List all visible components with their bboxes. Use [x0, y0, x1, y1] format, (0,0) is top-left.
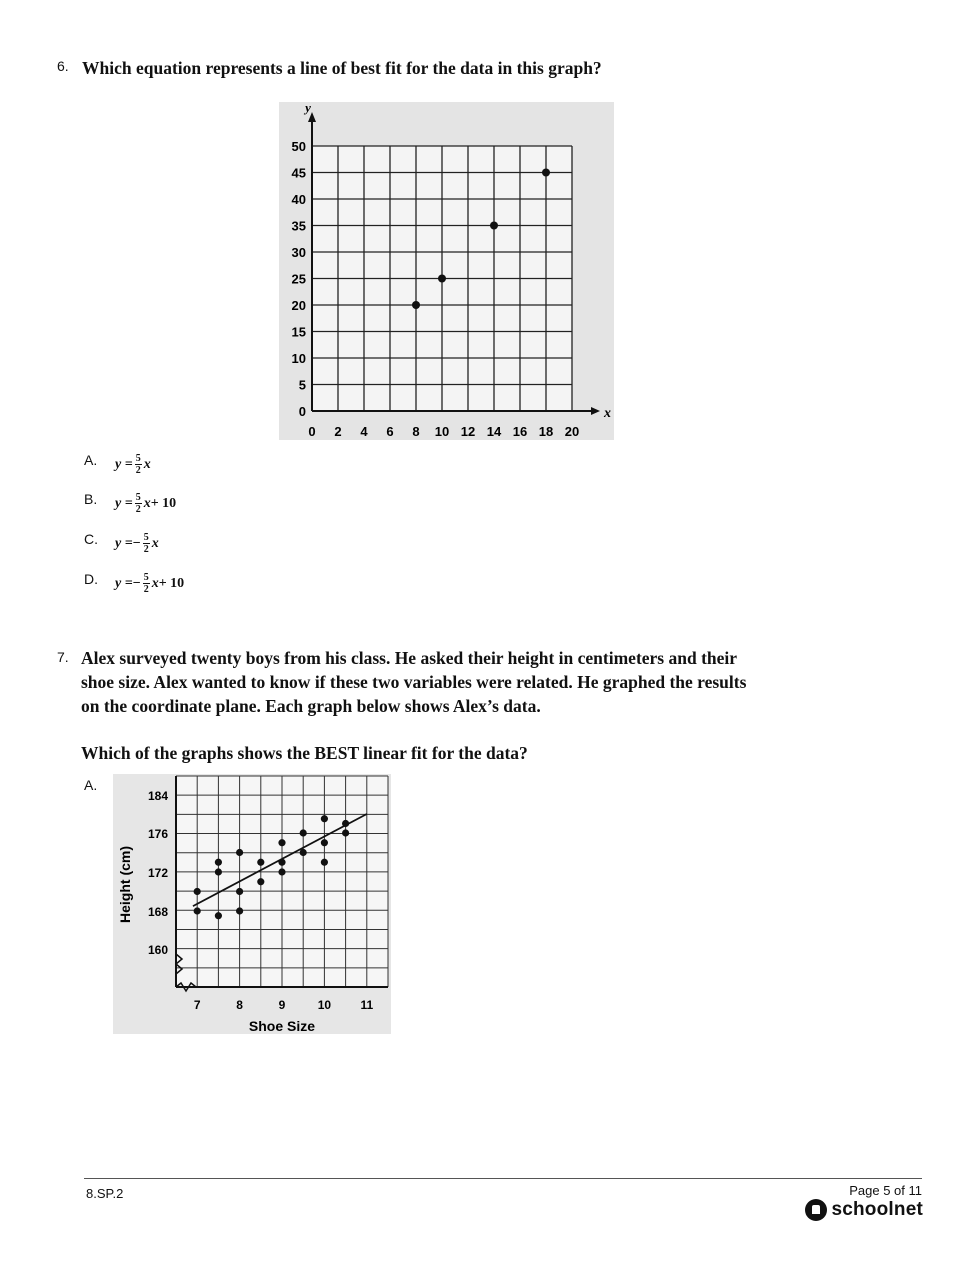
eq-lhs: y =	[115, 456, 133, 472]
q6-option-d-letter: D.	[84, 571, 98, 587]
schoolnet-logo	[805, 1199, 923, 1221]
y-tick-label: 5	[298, 377, 306, 393]
x-tick-label: 8	[412, 424, 420, 439]
x-tick-label: 18	[538, 424, 554, 439]
question-7-prompt: Which of the graphs shows the BEST linear fit for the data?	[81, 743, 528, 763]
footer-divider	[84, 1178, 922, 1179]
x-axis-label: Shoe Size	[248, 1018, 316, 1034]
data-point	[490, 222, 498, 230]
y-tick-label: 30	[291, 245, 306, 260]
eq-sign: −	[132, 535, 141, 551]
data-point	[257, 859, 264, 866]
x-tick-label: 6	[386, 424, 394, 439]
data-point	[321, 839, 328, 846]
x-tick-label: 12	[460, 424, 476, 439]
question-7-number: 7.	[57, 649, 69, 665]
data-point	[236, 849, 243, 856]
y-tick-label: 50	[291, 139, 306, 154]
x-tick-label: 8	[236, 998, 243, 1012]
y-tick-label: 15	[291, 324, 306, 340]
question-6-text: Which equation represents a line of best fit for the data in this graph?	[82, 58, 602, 78]
q6-option-c-equation[interactable]	[115, 532, 159, 555]
q6-option-b-equation[interactable]	[115, 492, 176, 515]
data-point	[438, 275, 446, 283]
y-tick-label: 0	[298, 404, 306, 419]
eq-lhs: y =	[115, 575, 133, 591]
data-point	[257, 878, 264, 885]
footer-standard: 8.SP.2	[86, 1186, 124, 1201]
data-point	[194, 907, 201, 914]
eq-var: x	[143, 456, 151, 472]
eq-var: x	[151, 575, 159, 591]
y-tick-label: 25	[291, 271, 306, 287]
x-tick-label: 10	[434, 424, 450, 439]
data-point	[236, 907, 243, 914]
eq-fraction: $\frac{5}{2}$	[135, 492, 141, 515]
y-tick-label: 40	[291, 192, 306, 207]
question-7-graph-a[interactable]	[113, 774, 393, 1036]
footer-page-number: Page 5 of 11	[849, 1183, 922, 1198]
q6-option-a-letter: A.	[84, 452, 98, 468]
y-axis-label: y	[305, 102, 311, 115]
y-tick-label: 45	[291, 165, 306, 181]
x-axis-label: x	[604, 406, 611, 421]
eq-lhs: y =	[115, 495, 133, 511]
data-point	[412, 301, 420, 309]
x-tick-label: 20	[564, 424, 580, 439]
data-point	[215, 859, 222, 866]
y-tick-label: 176	[147, 827, 168, 841]
x-tick-label: 4	[360, 424, 368, 439]
question-7-line-2: shoe size. Alex wanted to know if these two variables were related. He graphed the results	[81, 672, 747, 692]
q6-option-c-letter: C.	[84, 531, 98, 547]
x-tick-label: 14	[486, 424, 502, 439]
data-point	[278, 839, 285, 846]
schoolnet-logo-icon	[805, 1199, 827, 1221]
q6-option-d-equation[interactable]	[115, 572, 184, 595]
question-6-number: 6.	[57, 58, 69, 74]
question-7-line-3: on the coordinate plane. Each graph below shows Alex’s data.	[81, 696, 541, 716]
question-7-line-1: Alex surveyed twenty boys from his class. He asked their height in centimeters and their	[81, 648, 738, 668]
y-tick-label: 20	[291, 298, 306, 313]
data-point	[321, 815, 328, 822]
eq-var: x	[151, 535, 159, 551]
data-point	[321, 859, 328, 866]
data-point	[342, 829, 349, 836]
eq-fraction: $\frac{5}{2}$	[135, 453, 141, 476]
q6-option-b-letter: B.	[84, 491, 98, 507]
y-tick-label: 172	[147, 866, 168, 880]
y-axis-label: Height (cm)	[117, 846, 133, 923]
x-tick-label: 11	[360, 998, 374, 1012]
x-tick-label: 16	[512, 424, 528, 439]
eq-tail: + 10	[158, 575, 185, 591]
eq-fraction: $\frac{5}{2}$	[143, 532, 149, 555]
data-point	[215, 868, 222, 875]
y-tick-label: 184	[147, 789, 168, 803]
data-point	[194, 888, 201, 895]
data-point	[215, 912, 222, 919]
data-point	[542, 169, 550, 177]
y-tick-label: 10	[291, 351, 306, 366]
eq-tail: + 10	[150, 495, 177, 511]
x-tick-label: 9	[278, 998, 286, 1012]
data-point	[278, 868, 285, 875]
y-tick-label: 160	[147, 943, 168, 957]
schoolnet-brand-name: schoolnet	[831, 1199, 923, 1220]
data-point	[300, 829, 307, 836]
eq-var: x	[143, 495, 151, 511]
x-tick-label: 7	[193, 998, 201, 1012]
eq-sign: −	[132, 575, 141, 591]
data-point	[236, 888, 243, 895]
eq-lhs: y =	[115, 535, 133, 551]
q6-option-a-equation[interactable]	[115, 453, 151, 476]
x-tick-label: 0	[308, 424, 316, 439]
x-tick-label: 10	[317, 998, 332, 1012]
eq-fraction: $\frac{5}{2}$	[143, 572, 149, 595]
y-tick-label: 168	[147, 905, 168, 919]
x-tick-label: 2	[334, 424, 342, 439]
question-6-graph	[279, 102, 619, 444]
y-tick-label: 35	[291, 218, 306, 234]
q7-option-a-letter: A.	[84, 777, 98, 793]
